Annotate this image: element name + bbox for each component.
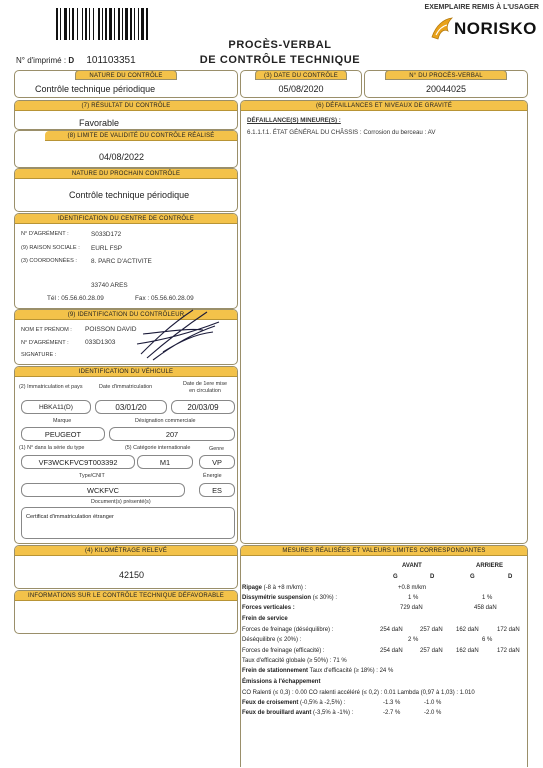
- imprime-number: 101103351: [86, 55, 136, 66]
- pv-number-value: 20044025: [425, 84, 467, 94]
- centre-fax: Fax : 05.56.60.28.09: [135, 295, 194, 302]
- frein-stat-label: Frein de stationnement: [242, 668, 309, 674]
- defaillances-heading: DÉFAILLANCE(S) MINEURE(S) :: [247, 117, 341, 124]
- centre-agrement-label: N° D'AGRÉMENT :: [21, 231, 69, 237]
- forces-verticales-arriere: 458 daN: [474, 605, 497, 611]
- coordonnees-label: (3) COORDONNÉES :: [21, 258, 77, 264]
- dissym-label: Dissymétrie suspension: [242, 595, 312, 601]
- defaillances-box: [240, 100, 528, 544]
- croisement-arriere: -1.0 %: [424, 700, 442, 706]
- dissym-row: [242, 595, 337, 601]
- raison-sociale-value: EURL FSP: [91, 245, 123, 252]
- centre-ville: 33740 ARES: [91, 282, 128, 289]
- deseq-avant: 2 %: [408, 637, 419, 643]
- deseq-arriere: 6 %: [482, 637, 493, 643]
- vehicule-box: [14, 366, 238, 544]
- genre-field: VP: [199, 455, 235, 469]
- resultat-box: [14, 100, 238, 130]
- type-label: Type/CNIT: [79, 473, 105, 479]
- prochain-controle-label: NATURE DU PROCHAIN CONTRÔLE: [15, 169, 237, 179]
- marque-label: Marque: [53, 418, 72, 424]
- documents-field: Certificat d'immatriculation étranger: [21, 507, 235, 539]
- brouillard-row: [242, 710, 353, 716]
- numero-imprime: [16, 55, 136, 66]
- designation-label: Désignation commerciale: [135, 418, 196, 424]
- arriere-header: ARRIERE: [476, 563, 504, 569]
- fe-avant-g: 254 daN: [380, 648, 403, 654]
- mesures-label: MESURES RÉALISÉES ET VALEURS LIMITES CORRESPONDANTES: [241, 546, 527, 556]
- controleur-agrement-label: N° D'AGRÉMENT :: [21, 340, 69, 346]
- arriere-g: G: [470, 574, 475, 580]
- controleur-nom-value: POISSON DAVID: [85, 326, 137, 333]
- date-controle-value: 05/08/2020: [278, 84, 324, 94]
- freinage-eff-label: Forces de freinage (efficacité) :: [242, 648, 325, 654]
- centre-controle-label: IDENTIFICATION DU CENTRE DE CONTRÔLE: [15, 214, 237, 224]
- frein-stat-row: [242, 668, 393, 674]
- freinage-deseq-label: Forces de freinage (déséquilibre) :: [242, 627, 334, 633]
- designation-field: 207: [109, 427, 235, 441]
- nature-controle-label: NATURE DU CONTRÔLE: [75, 70, 177, 80]
- signature-scribble: [133, 304, 223, 362]
- avant-header: AVANT: [402, 563, 422, 569]
- resultat-value: Favorable: [79, 118, 120, 128]
- barcode: [56, 8, 180, 40]
- vehicule-label: IDENTIFICATION DU VÉHICULE: [15, 367, 237, 377]
- fd-arriere-d: 172 daN: [497, 627, 520, 633]
- norisko-logo: [430, 17, 542, 43]
- pv-number-box: [364, 70, 528, 98]
- date-immat-field: 03/01/20: [95, 400, 167, 414]
- validite-box: [14, 130, 238, 168]
- arriere-d: D: [508, 574, 513, 580]
- ripage-row: [242, 585, 306, 591]
- mesures-box: [240, 545, 528, 767]
- controleur-agrement-value: 033D1303: [85, 339, 116, 346]
- raison-sociale-label: (9) RAISON SOCIALE :: [21, 245, 80, 251]
- ripage-label: Ripage: [242, 585, 263, 591]
- forces-verticales-label: Forces verticales :: [242, 605, 295, 611]
- croisement-row: [242, 700, 345, 706]
- immat-label: (2) Immatriculation et pays: [19, 384, 83, 390]
- brouillard-label: Feux de brouillard avant: [242, 710, 312, 716]
- energie-field: ES: [199, 483, 235, 497]
- frein-service-label: Frein de service: [242, 616, 288, 622]
- forces-verticales-avant: 729 daN: [400, 605, 423, 611]
- serie-label: (1) N° dans la série du type: [19, 445, 85, 451]
- avant-g: G: [393, 574, 398, 580]
- dissym-range: (≤ 30%) :: [311, 595, 337, 601]
- croisement-range: (-0,5% à -2,5%) :: [298, 700, 346, 706]
- dissym-avant: 1 %: [408, 595, 419, 601]
- pv-number-label: N° DU PROCÈS-VERBAL: [385, 70, 507, 80]
- date-controle-box: [240, 70, 362, 98]
- brand-name: NORISKO: [454, 19, 537, 38]
- exemplaire-label: EXEMPLAIRE REMIS À L'USAGER: [424, 4, 539, 11]
- emissions-label: Émissions à l'échappement: [242, 679, 321, 685]
- fd-avant-g: 254 daN: [380, 627, 403, 633]
- date-circ-label-2: en circulation: [189, 388, 221, 394]
- brouillard-range: (-3,5% à -1%) :: [311, 710, 354, 716]
- nature-controle-box: [14, 70, 238, 98]
- defaillances-label: (6) DÉFAILLANCES ET NIVEAUX DE GRAVITÉ: [241, 101, 527, 111]
- fd-arriere-g: 162 daN: [456, 627, 479, 633]
- page-title-line2: DE CONTRÔLE TECHNIQUE: [199, 54, 361, 66]
- kilometrage-box: [14, 545, 238, 589]
- categorie-field: M1: [137, 455, 193, 469]
- brouillard-avant: -2.7 %: [383, 710, 401, 716]
- controleur-label: (9) IDENTIFICATION DU CONTRÔLEUR: [15, 310, 237, 320]
- centre-controle-box: [14, 213, 238, 309]
- type-field: WCKFVC: [21, 483, 185, 497]
- fe-avant-d: 257 daN: [420, 648, 443, 654]
- genre-label: Genre: [209, 446, 224, 452]
- deseq-label: Déséquilibre (≤ 20%) :: [242, 637, 302, 643]
- taux-global: Taux d'efficacité globale (≥ 50%) : 71 %: [242, 658, 347, 664]
- centre-tel: Tél : 05.56.60.28.09: [47, 295, 104, 302]
- categorie-label: (5) Catégorie internationale: [125, 445, 191, 451]
- fe-arriere-g: 162 daN: [456, 648, 479, 654]
- ripage-value: +0.8 m/km: [398, 585, 427, 591]
- defaillance-item: 6.1.1.f.1. ÉTAT GÉNÉRAL DU CHÂSSIS : Corrosion du berceau : AV: [247, 129, 436, 136]
- imprime-label: N° d'imprimé :: [16, 56, 67, 65]
- kilometrage-label: (4) KILOMÉTRAGE RELEVÉ: [15, 546, 237, 556]
- controleur-nom-label: NOM ET PRÉNOM :: [21, 327, 72, 333]
- immat-field: HBKA11(D): [21, 400, 91, 414]
- controleur-box: [14, 309, 238, 365]
- ripage-range: (-8 à +8 m/km) :: [262, 585, 307, 591]
- serie-field: VF3WCKFVC9T003392: [21, 455, 135, 469]
- frein-stat-value: Taux d'efficacité (≥ 18%) : 24 %: [308, 668, 394, 674]
- page-title-line1: PROCÈS-VERBAL: [228, 39, 332, 51]
- infos-defavorable-label: INFORMATIONS SUR LE CONTRÔLE TECHNIQUE DÉFAVORABLE: [15, 591, 237, 601]
- energie-label: Énergie: [203, 473, 222, 479]
- resultat-label: (7) RÉSULTAT DU CONTRÔLE: [15, 101, 237, 111]
- coordonnees-value: 8. PARC D'ACTIVITE: [91, 258, 152, 265]
- date-controle-label: (3) DATE DU CONTRÔLE: [255, 70, 347, 80]
- date-immat-label: Date d'immatriculation: [99, 384, 153, 390]
- norisko-bird-icon: [430, 17, 454, 43]
- croisement-avant: -1.3 %: [383, 700, 401, 706]
- date-circ-field: 20/03/09: [171, 400, 235, 414]
- signature-label: SIGNATURE :: [21, 352, 57, 358]
- dissym-arriere: 1 %: [482, 595, 493, 601]
- validite-label: (8) LIMITE DE VALIDITÉ DU CONTRÔLE RÉALISÉ: [45, 131, 237, 141]
- prochain-controle-box: [14, 168, 238, 212]
- nature-controle-value: Contrôle technique périodique: [35, 84, 156, 94]
- centre-agrement-value: S033D172: [91, 231, 122, 238]
- prochain-controle-value: Contrôle technique périodique: [69, 190, 190, 200]
- date-circ-label-1: Date de 1ere mise: [182, 381, 228, 387]
- avant-d: D: [430, 574, 435, 580]
- co-values: CO Ralenti (≤ 0,3) : 0.00 CO ralenti accéléré (≤ 0,2) : 0.01 Lambda (0,97 à 1,03) : 1.010: [242, 690, 475, 696]
- imprime-letter: D: [68, 56, 75, 65]
- kilometrage-value: 42150: [119, 570, 145, 580]
- infos-defavorable-box: [14, 590, 238, 634]
- brouillard-arriere: -2.0 %: [424, 710, 442, 716]
- marque-field: PEUGEOT: [21, 427, 105, 441]
- croisement-label: Feux de croisement: [242, 700, 299, 706]
- validite-value: 04/08/2022: [99, 152, 145, 162]
- fe-arriere-d: 172 daN: [497, 648, 520, 654]
- fd-avant-d: 257 daN: [420, 627, 443, 633]
- documents-label: Document(s) présenté(s): [91, 499, 151, 505]
